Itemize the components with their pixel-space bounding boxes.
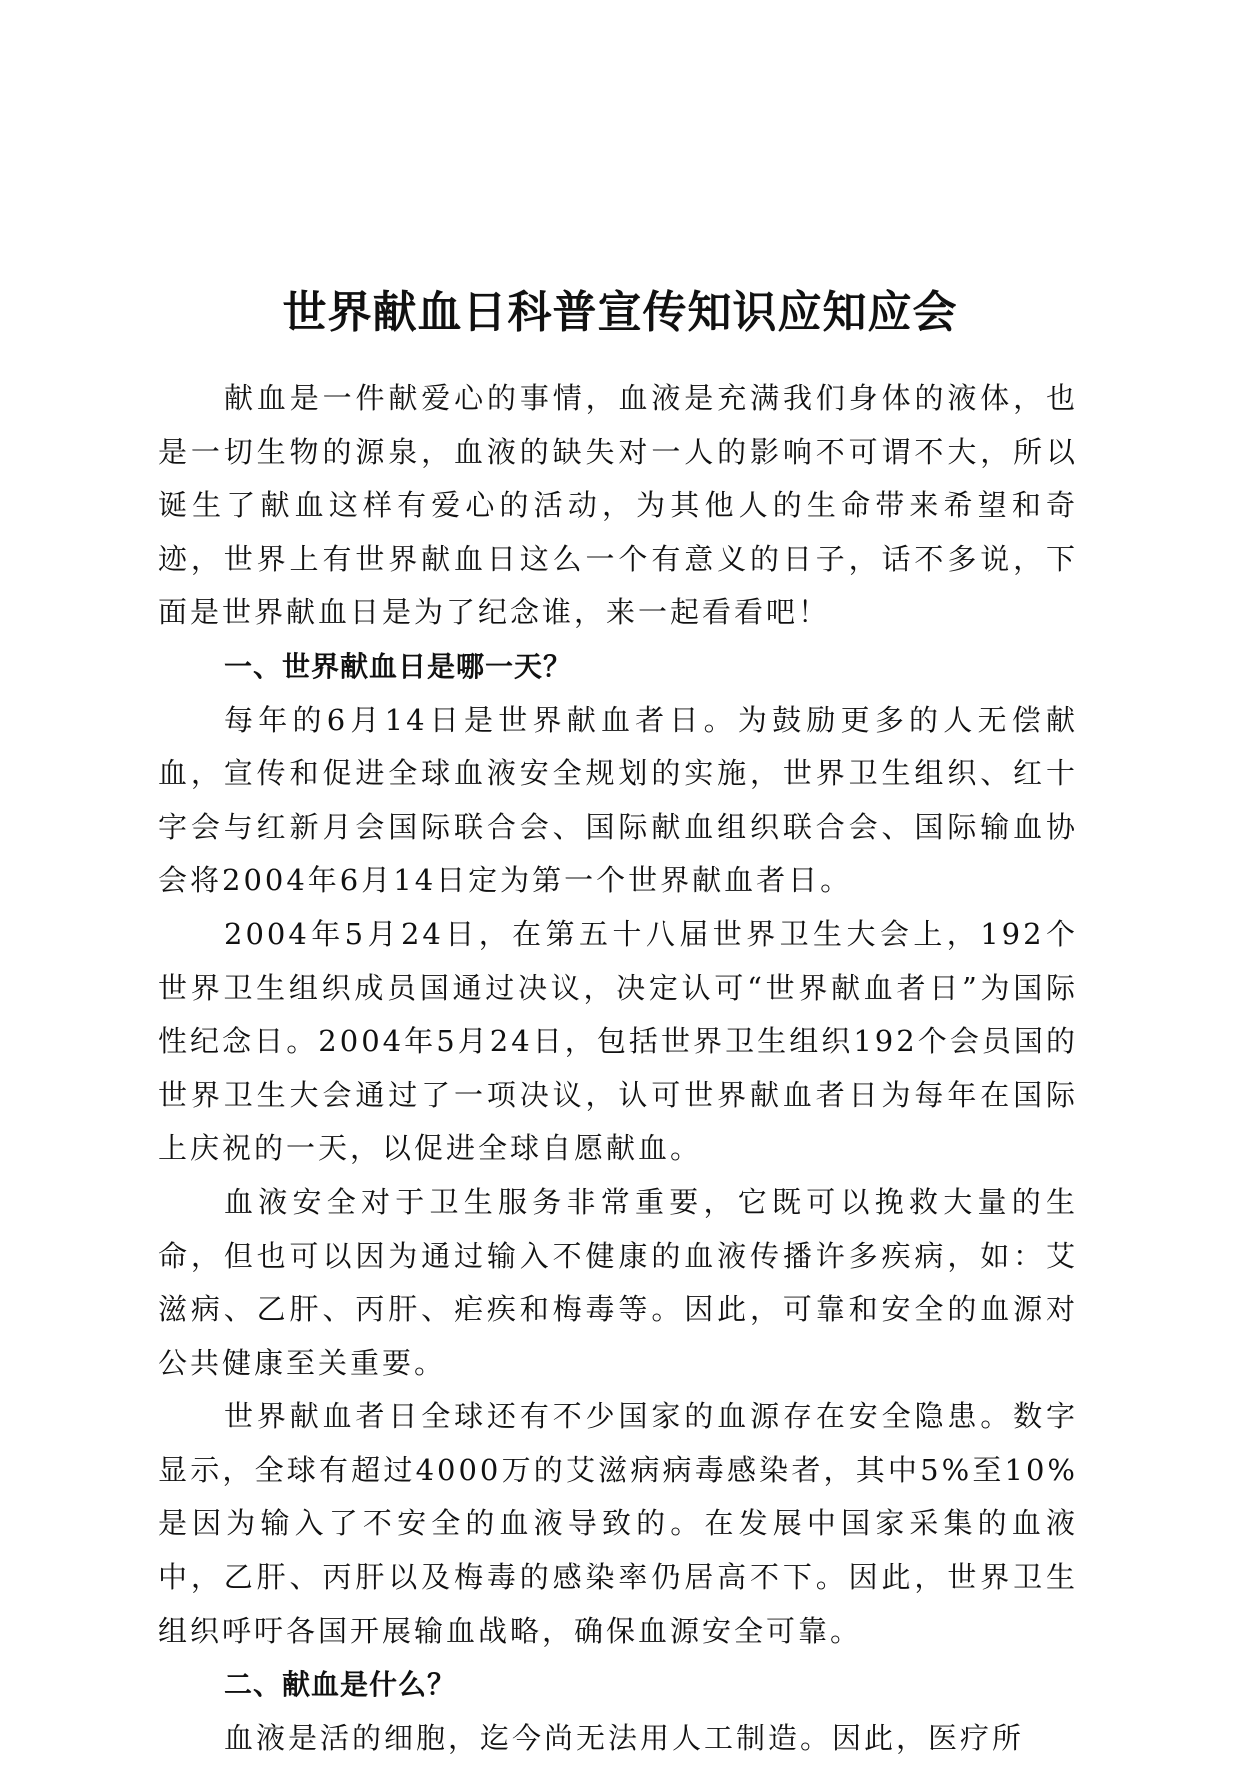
body-paragraph-1: 每年的6月14日是世界献血者日。为鼓励更多的人无偿献血，宣传和促进全球血液安全规划的实施，世界卫生组织、红十字会与红新月会国际联合会、国际献血组织联合会、国际输血协会将2004年6月14日定为第一个世界献血者日。 <box>158 702 1078 898</box>
body-paragraph-4: 世界献血者日全球还有不少国家的血源存在安全隐患。数字显示，全球有超过4000万的艾滋病病毒感染者，其中5%至10%是因为输入了不安全的血液导致的。在发展中国家采集的血液中，乙肝、丙肝以及梅毒的感染率仍居高不下。因此，世界卫生组织呼吁各国开展输血战略，确保血源安全可靠。 <box>158 1399 1078 1648</box>
section-heading-2: 二、献血是什么？ <box>224 1668 457 1702</box>
section-heading-1: 一、世界献血日是哪一天？ <box>224 649 573 683</box>
body-paragraph-5: 血液是活的细胞，迄今尚无法用人工制造。因此，医疗所 <box>224 1720 1025 1755</box>
body-paragraph-2: 2004年5月24日，在第五十八届世界卫生大会上，192个世界卫生组织成员国通过决议，决定认可“世界献血者日”为国际性纪念日。2004年5月24日，包括世界卫生组织192个会员国的世界卫生大会通过了一项决议，认可世界献血者日为每年在国际上庆祝的一天，以促进全球自愿献血。 <box>158 916 1078 1166</box>
document-body <box>158 372 1078 1765</box>
document-title: 世界献血日科普宣传知识应知应会 <box>282 287 958 339</box>
intro-paragraph: 献血是一件献爱心的事情，血液是充满我们身体的液体，也是一切生物的源泉，血液的缺失对一人的影响不可谓不大，所以诞生了献血这样有爱心的活动，为其他人的生命带来希望和奇迹，世界上有世界献血日这么一个有意义的日子，话不多说，下面是世界献血日是为了纪念谁，来一起看看吧！ <box>158 381 1078 630</box>
body-paragraph-3: 血液安全对于卫生服务非常重要，它既可以挽救大量的生命，但也可以因为通过输入不健康的血液传播许多疾病，如：艾滋病、乙肝、丙肝、疟疾和梅毒等。因此，可靠和安全的血源对公共健康至关重要。 <box>158 1184 1078 1380</box>
